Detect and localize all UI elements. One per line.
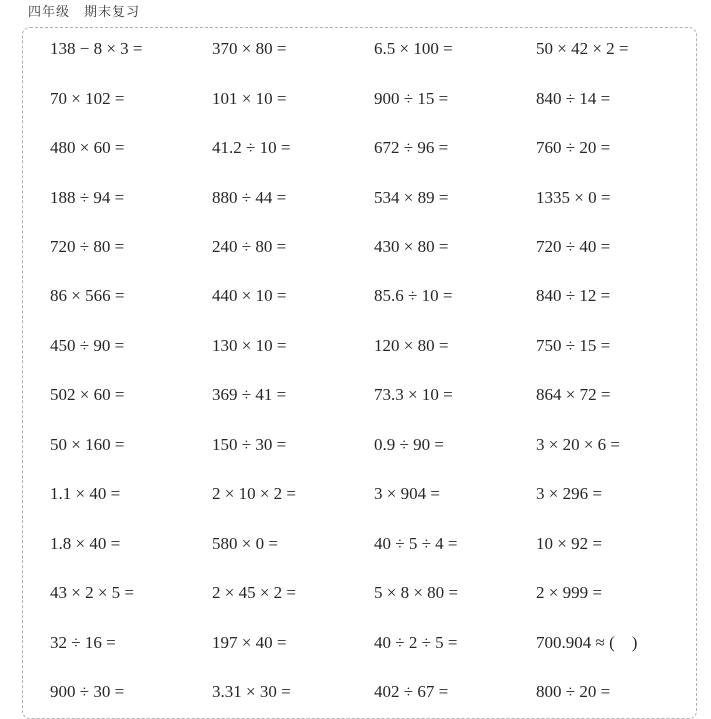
problem-expression: 3 × 20 × 6 = [536, 434, 621, 454]
problem-expression: 750 ÷ 15 = [536, 335, 611, 355]
problem-expression: 1.1 × 40 = [50, 484, 121, 504]
problem-expression: 440 × 10 = [212, 286, 287, 306]
problem-expression: 3.31 × 30 = [212, 682, 291, 702]
problem-row [50, 667, 696, 716]
problem-expression: 0.9 ÷ 90 = [374, 434, 444, 454]
problem-row [50, 222, 696, 271]
problem-expression: 900 ÷ 30 = [50, 682, 125, 702]
problem-row [50, 321, 696, 370]
problem-expression: 50 × 160 = [50, 434, 125, 454]
problem-expression: 85.6 ÷ 10 = [374, 286, 453, 306]
worksheet-panel [22, 27, 697, 719]
problem-row [50, 123, 696, 172]
problem-expression: 130 × 10 = [212, 335, 287, 355]
problem-row [50, 172, 696, 221]
problem-row [50, 568, 696, 617]
problem-expression: 840 ÷ 14 = [536, 88, 611, 108]
problem-expression: 880 ÷ 44 = [212, 187, 287, 207]
problem-expression: 760 ÷ 20 = [536, 138, 611, 158]
problem-expression: 50 × 42 × 2 = [536, 39, 629, 59]
problem-expression: 402 ÷ 67 = [374, 682, 449, 702]
problem-expression: 480 × 60 = [50, 138, 125, 158]
problem-expression: 70 × 102 = [50, 88, 125, 108]
problem-expression: 41.2 ÷ 10 = [212, 138, 291, 158]
problem-expression: 864 × 72 = [536, 385, 611, 405]
problem-expression: 720 ÷ 40 = [536, 237, 611, 257]
problem-expression: 534 × 89 = [374, 187, 449, 207]
problem-expression: 197 × 40 = [212, 632, 287, 652]
problem-expression: 369 ÷ 41 = [212, 385, 287, 405]
problem-expression: 720 ÷ 80 = [50, 237, 125, 257]
problem-row [50, 27, 696, 73]
problem-expression: 2 × 999 = [536, 583, 602, 603]
problem-row [50, 469, 696, 518]
problem-expression: 3 × 904 = [374, 484, 440, 504]
problem-expression: 5 × 8 × 80 = [374, 583, 459, 603]
problem-grid [23, 27, 696, 716]
problem-expression: 800 ÷ 20 = [536, 682, 611, 702]
problem-expression: 150 ÷ 30 = [212, 434, 287, 454]
problem-expression: 101 × 10 = [212, 88, 287, 108]
problem-expression: 430 × 80 = [374, 237, 449, 257]
problem-expression: 240 ÷ 80 = [212, 237, 287, 257]
page-title: 四年级 期末复习 [28, 4, 141, 19]
problem-expression: 450 ÷ 90 = [50, 335, 125, 355]
problem-expression: 40 ÷ 5 ÷ 4 = [374, 533, 458, 553]
problem-expression: 3 × 296 = [536, 484, 602, 504]
problem-expression: 1335 × 0 = [536, 187, 611, 207]
problem-expression: 120 × 80 = [374, 335, 449, 355]
problem-expression: 672 ÷ 96 = [374, 138, 449, 158]
problem-expression: 188 ÷ 94 = [50, 187, 125, 207]
problem-row [50, 420, 696, 469]
problem-expression: 32 ÷ 16 = [50, 632, 116, 652]
problem-expression: 2 × 10 × 2 = [212, 484, 297, 504]
problem-row [50, 370, 696, 419]
problem-expression: 1.8 × 40 = [50, 533, 121, 553]
problem-row [50, 73, 696, 122]
problem-expression: 10 × 92 = [536, 533, 602, 553]
problem-expression: 700.904 ≈ ( ) [536, 632, 638, 652]
problem-expression: 580 × 0 = [212, 533, 278, 553]
problem-expression: 840 ÷ 12 = [536, 286, 611, 306]
problem-expression: 40 ÷ 2 ÷ 5 = [374, 632, 458, 652]
problem-expression: 2 × 45 × 2 = [212, 583, 297, 603]
problem-expression: 502 × 60 = [50, 385, 125, 405]
problem-expression: 900 ÷ 15 = [374, 88, 449, 108]
problem-expression: 370 × 80 = [212, 39, 287, 59]
problem-row [50, 271, 696, 320]
problem-expression: 86 × 566 = [50, 286, 125, 306]
problem-expression: 43 × 2 × 5 = [50, 583, 135, 603]
problem-row [50, 519, 696, 568]
problem-row [50, 617, 696, 666]
problem-expression: 6.5 × 100 = [374, 39, 453, 59]
problem-expression: 73.3 × 10 = [374, 385, 453, 405]
problem-expression: 138 − 8 × 3 = [50, 39, 143, 59]
